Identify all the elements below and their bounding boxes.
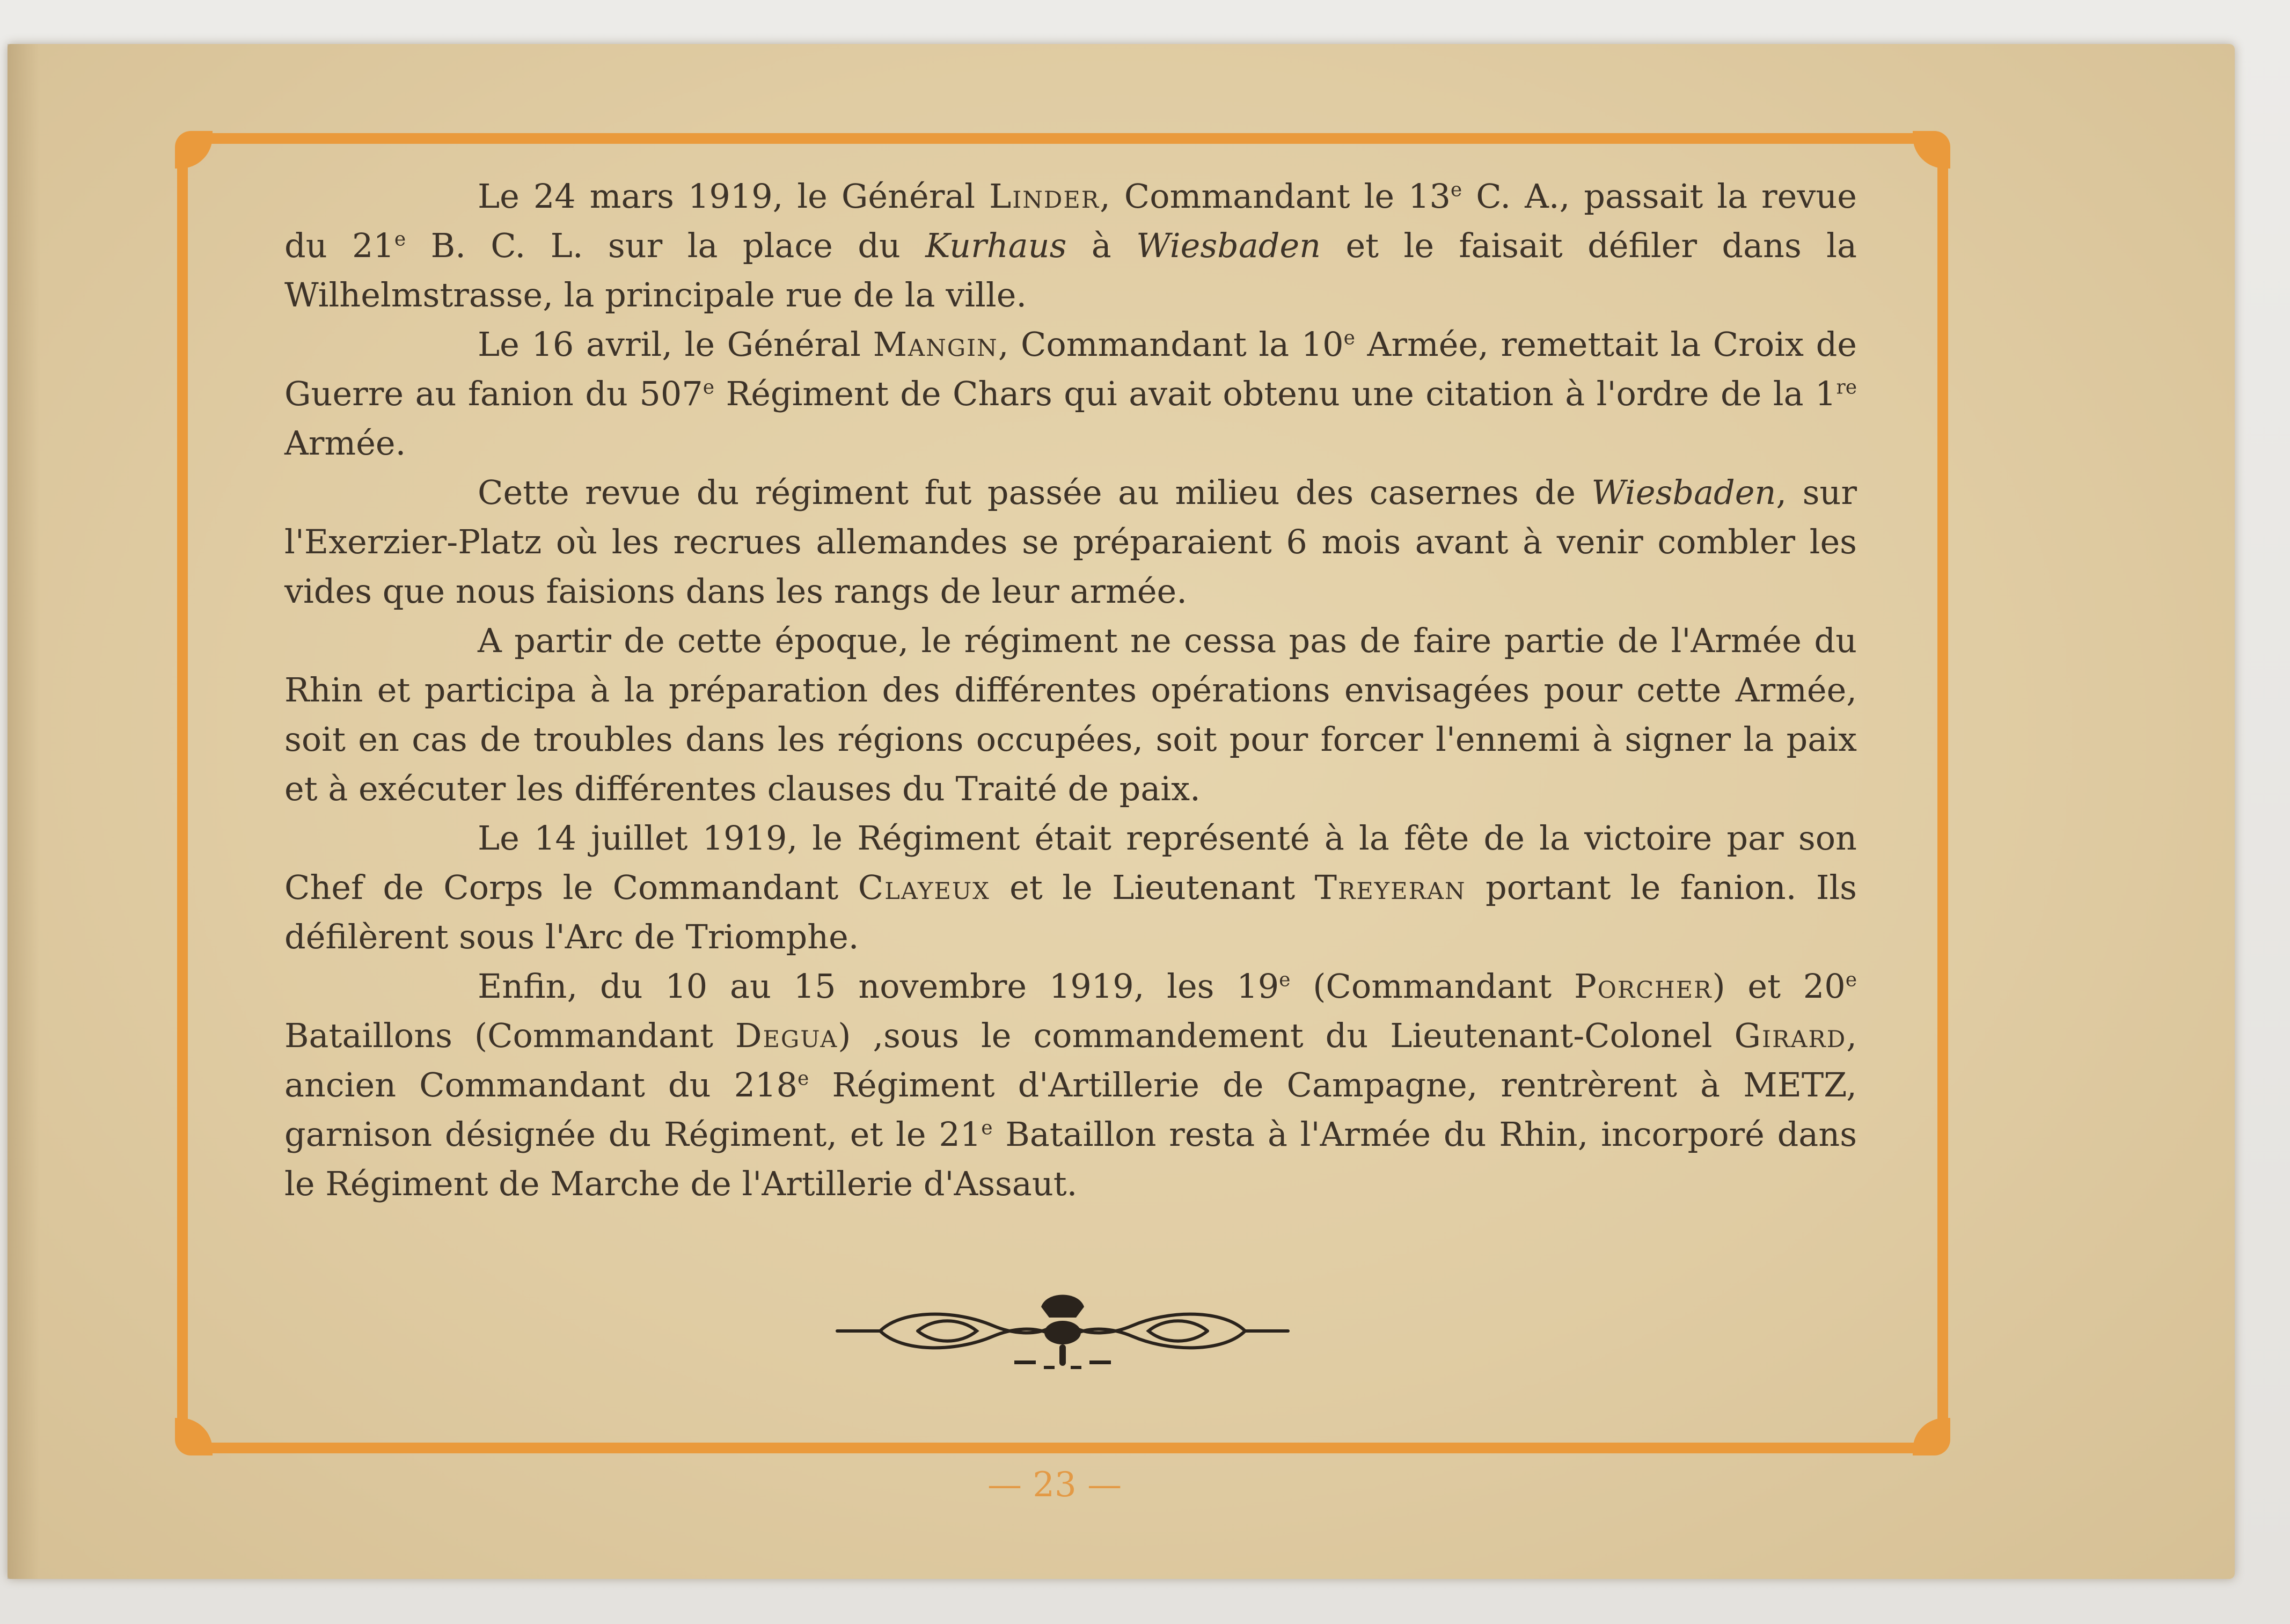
italic-text: Wiesbaden	[1136, 226, 1321, 265]
text-run: Le 24 mars 1919, le Général	[478, 177, 990, 216]
superscript: e	[703, 376, 715, 399]
small-caps-name: Treyeran	[1314, 868, 1466, 907]
text-run: et le Lieutenant	[990, 868, 1315, 907]
small-caps-name: Clayeux	[858, 868, 990, 907]
text-run: Armée.	[284, 423, 406, 463]
paragraph-armee-du-rhin	[284, 616, 1857, 814]
superscript: e	[1279, 969, 1291, 991]
text-run: Enfin, du 10 au 15 novembre 1919, les 19	[478, 967, 1279, 1006]
text-run: Régiment de Chars qui avait obtenu une citation à l'ordre de la 1	[714, 374, 1837, 413]
paragraph-fete-victoire	[284, 814, 1857, 962]
text-run: A partir de cette époque, le régiment ne cessa pas de faire partie de l'Armée du Rhin et participa à la préparation des différentes opérations envisagées pour cette Armée, soit en cas de troubles dans les régions occupées, soit pour forcer l'ennemi à signer la paix et à exécuter les différentes clauses du Traité de paix.	[284, 621, 1857, 808]
frame-corner-bottom-right	[1913, 1418, 1950, 1455]
text-run: B. C. L. sur la place du	[406, 226, 926, 265]
text-run: ) ,sous le commandement du Lieutenant-Colonel	[838, 1016, 1735, 1055]
small-caps-name: Mangin	[873, 325, 998, 364]
text-run: ) et 20	[1712, 967, 1846, 1006]
text-run: à	[1066, 226, 1137, 265]
frame-corner-top-right	[1913, 131, 1950, 169]
text-run: Régiment d'Artillerie de Campagne, rentrèrent à METZ, garnison désignée du Régiment, et le 21	[284, 1065, 1857, 1154]
superscript: e	[1343, 327, 1355, 349]
paragraph-exerzier-platz	[284, 468, 1857, 616]
text-run: C. A., passait la revue du 21	[284, 177, 1857, 265]
text-run: (Commandant	[1290, 967, 1574, 1006]
superscript: e	[981, 1117, 993, 1139]
paragraph-review-kurhaus	[284, 172, 1857, 320]
text-run: , sur l'Exerzier-Platz où les recrues allemandes se préparaient 6 mois avant à venir combler les vides que nous faisions dans les rangs de leur armée.	[284, 473, 1857, 611]
superscript: e	[394, 228, 406, 251]
text-run: portant le fanion. Ils défilèrent sous l'Arc de Triomphe.	[284, 868, 1857, 956]
text-run: Le 14 juillet 1919, le Régiment était représenté à la fête de la victoire par son Chef de Corps le Commandant	[284, 818, 1857, 907]
floral-scroll-ornament-icon	[832, 1285, 1293, 1377]
superscript: e	[1450, 179, 1462, 201]
text-run: , ancien Commandant du 218	[284, 1016, 1857, 1104]
paragraph-retour-metz	[284, 962, 1857, 1209]
page-number: — 23 —	[987, 1465, 1122, 1505]
text-run: , Commandant le 13	[1100, 177, 1451, 216]
page-edge-shadow	[8, 44, 40, 1579]
text-run: , Commandant la 10	[998, 325, 1344, 364]
superscript: re	[1836, 376, 1857, 399]
frame-corner-top-left	[175, 131, 213, 169]
italic-text: Kurhaus	[925, 226, 1067, 265]
superscript: e	[797, 1067, 809, 1090]
italic-text: Wiesbaden	[1591, 473, 1776, 512]
superscript: e	[1845, 969, 1857, 991]
small-caps-name: Girard	[1734, 1016, 1847, 1055]
paragraph-croix-de-guerre	[284, 320, 1857, 468]
small-caps-name: Porcher	[1574, 967, 1713, 1006]
body-text	[284, 172, 1857, 1209]
text-run: Cette revue du régiment fut passée au milieu des casernes de	[478, 473, 1592, 512]
small-caps-name: Degua	[735, 1016, 838, 1055]
text-run: Bataillon resta à l'Armée du Rhin, incorporé dans le Régiment de Marche de l'Artillerie d'Assaut.	[284, 1115, 1857, 1203]
text-run: Bataillons (Commandant	[284, 1016, 735, 1055]
small-caps-name: Linder	[989, 177, 1100, 216]
text-run: Armée, remettait la Croix de Guerre au fanion du 507	[284, 325, 1857, 413]
text-run: et le faisait défiler dans la Wilhelmstrasse, la principale rue de la ville.	[284, 226, 1857, 314]
text-run: Le 16 avril, le Général	[478, 325, 873, 364]
frame-corner-bottom-left	[175, 1418, 213, 1455]
